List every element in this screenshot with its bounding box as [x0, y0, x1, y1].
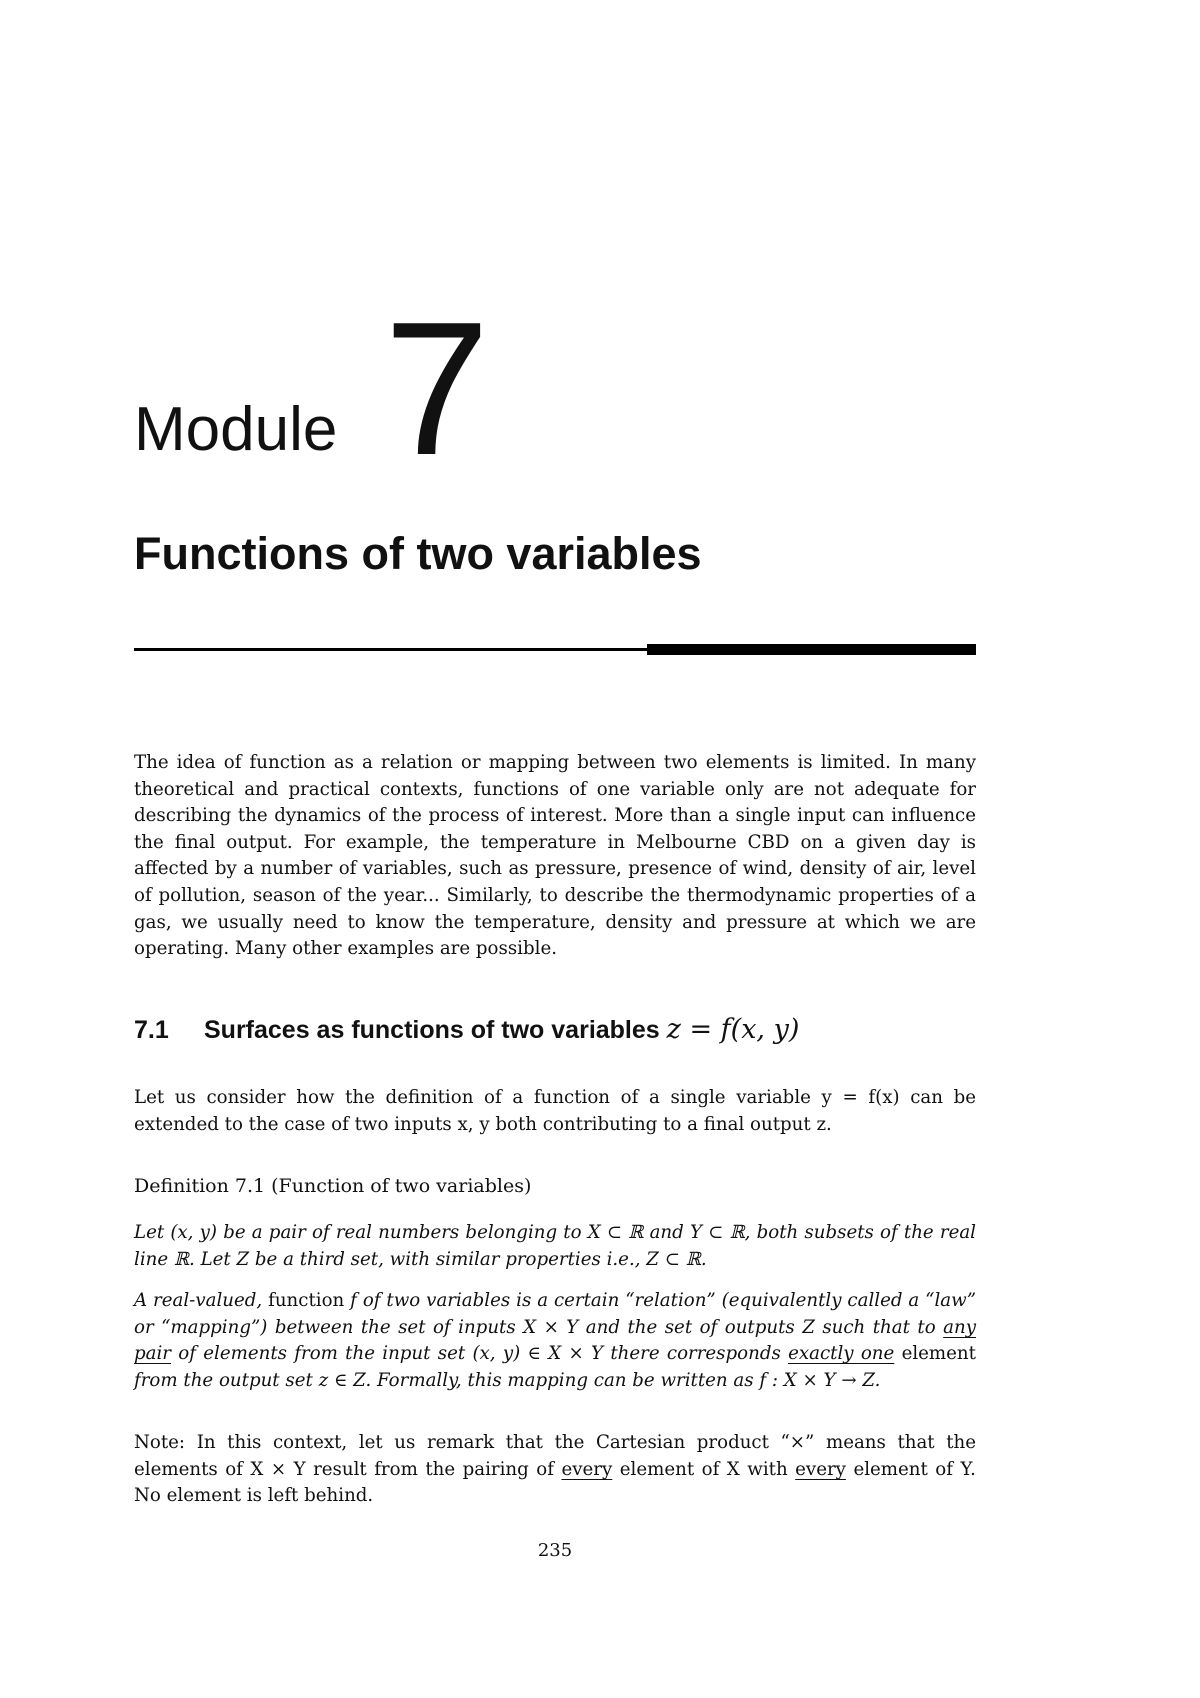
- note-paragraph: [134, 1430, 976, 1510]
- title-rule-thick: [647, 644, 976, 655]
- chapter-title: Functions of two variables: [134, 528, 702, 579]
- definition-paragraph-1: Let (x, y) be a pair of real numbers belonging to X ⊂ ℝ and Y ⊂ ℝ, both subsets of the real line ℝ. Let Z be a third set, with similar properties i.e., Z ⊂ ℝ.: [134, 1222, 976, 1270]
- module-number: 7: [384, 283, 490, 495]
- definition-text: f of two variables is a certain “relation” (equivalently called a “law” or “mapping”) between the set of inputs X × Y and the set of outputs Z such that to: [134, 1290, 976, 1338]
- every-emphasis: every: [561, 1458, 613, 1480]
- note-text: element of Y. No element is left behind.: [134, 1458, 976, 1507]
- chapter-heading: [134, 283, 974, 495]
- definition-text: of elements from the input set (x, y) ∈ X × Y there corresponds: [178, 1343, 781, 1365]
- note-text: In this context, let us remark that the Cartesian product “×” means that the elements of X × Y result from the pairing of: [134, 1432, 976, 1480]
- exactly-one-emphasis: exactly one: [788, 1343, 895, 1365]
- note-text: element of X with: [619, 1458, 788, 1480]
- intro-paragraph: The idea of function as a relation or mapping between two elements is limited. In many theoretical and practical contexts, functions of one variable only are not adequate for describing the dynamics of the process of interest. More than a single input can influence the final output. For example, the temperature in Melbourne CBD on a given day is affected by a number of variables, such as pressure, presence of wind, density of air, level of pollution, season of the year... Similarly, to describe the thermodynamic properties of a gas, we usually need to know the temperature, density and pressure at which we are operating. Many other examples are possible.: [134, 752, 976, 960]
- note-label: Note:: [134, 1432, 186, 1453]
- definition-heading: Definition 7.1 (Function of two variables): [134, 1175, 532, 1197]
- function-term: function: [268, 1290, 345, 1311]
- section-paragraph: Let us consider how the definition of a function of a single variable y = f(x) can be extended to the case of two inputs x, y both contributing to a final output z.: [134, 1087, 976, 1135]
- section-heading: [134, 1014, 799, 1045]
- definition-paragraph-2: [134, 1288, 976, 1394]
- module-label: Module: [134, 395, 338, 464]
- section-formula: z = f(x, y): [666, 1014, 800, 1045]
- title-rule-thin: [134, 648, 649, 651]
- every-emphasis: every: [795, 1458, 846, 1480]
- section-number: 7.1: [134, 1016, 169, 1044]
- page-number: 235: [537, 1540, 573, 1561]
- any-pair-emphasis: any pair: [134, 1316, 976, 1365]
- definition-text: A real-valued,: [134, 1290, 263, 1311]
- section-title: Surfaces as functions of two variables: [204, 1016, 660, 1044]
- element-term: element: [901, 1343, 976, 1365]
- definition-text: from the output set z ∈ Z. Formally, this mapping can be written as f : X × Y → Z.: [134, 1369, 881, 1391]
